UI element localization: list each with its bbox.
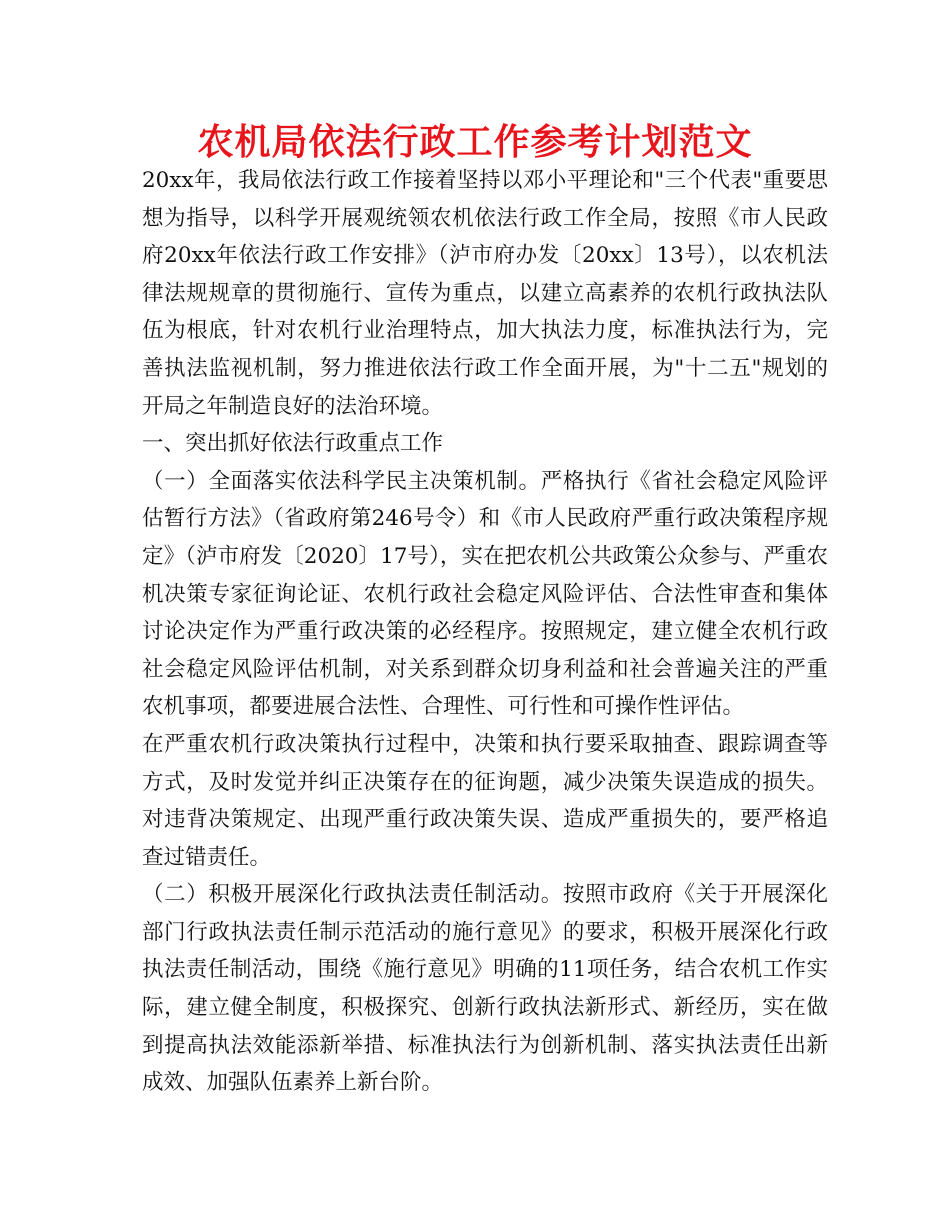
section-heading-1: 一、突出抓好依法行政重点工作 bbox=[142, 431, 444, 457]
document-title: 农机局依法行政工作参考计划范文 bbox=[197, 122, 753, 163]
document-body bbox=[142, 162, 828, 1102]
paragraph-intro: 20xx年，我局依法行政工作接着坚持以邓小平理论和"三个代表"重要思想为指导，以科学开展观统领农机依法行政工作全局，按照《市人民政府20xx年依法行政工作安排》（泸市府办发〔20xx〕13号），以农机法律法规规章的贯彻施行、宣传为重点，以建立高素养的农机行政执法队伍为根底，针对农机行业治理特点，加大执法力度，标准执法行为，完善执法监视机制，努力推进依法行政工作全面开展，为"十二五"规划的开局之年制造良好的法治环境。 bbox=[142, 168, 828, 419]
paragraph-decision-mechanism: （一）全面落实依法科学民主决策机制。严格执行《省社会稳定风险评估暂行方法》（省政府第246号令）和《市人民政府严重行政决策程序规定》（泸市府发〔2020〕17号），实在把农机公共政策公众参与、严重农机决策专家征询论证、农机行政社会稳定风险评估、合法性审查和集体讨论决定作为严重行政决策的必经程序。按照规定，建立健全农机行政社会稳定风险评估机制，对关系到群众切身利益和社会普遍关注的严重农机事项，都要进展合法性、合理性、可行性和可操作性评估。 bbox=[142, 468, 828, 720]
paragraph-enforcement-responsibility: （二）积极开展深化行政执法责任制活动。按照市政府《关于开展深化部门行政执法责任制示范活动的施行意见》的要求，积极开展深化行政执法责任制活动，围绕《施行意见》明确的11项任务，结合农机工作实际，建立健全制度，积极探究、创新行政执法新形式、新经历，实在做到提高执法效能添新举措、标准执法行为创新机制、落实执法责任出新成效、加强队伍素养上新台阶。 bbox=[142, 882, 828, 1096]
paragraph-decision-execution: 在严重农机行政决策执行过程中，决策和执行要采取抽查、跟踪调查等方式，及时发觉并纠正决策存在的征询题，减少决策失误造成的损失。对违背决策规定、出现严重行政决策失误、造成严重损失的，要严格追查过错责任。 bbox=[142, 731, 828, 870]
